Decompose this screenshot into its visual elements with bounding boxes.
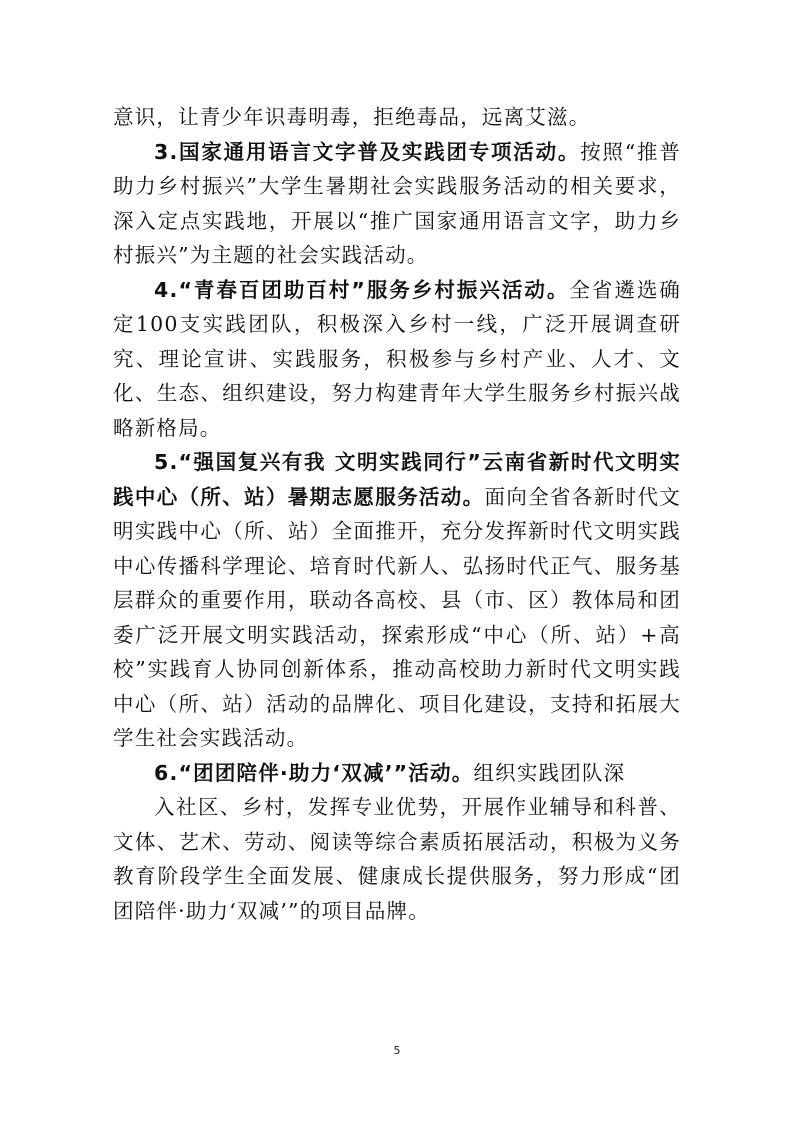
paragraph-body: 全省遴选确定100支实践团队，积极深入乡村一线，广泛开展调查研究、理论宣讲、实践服务，积极参与乡村产业、人才、文化、生态、组织建设，努力构建青年大学生服务乡村振兴战略新格局。 — [113, 277, 682, 440]
paragraph-body: 入社区、乡村，发挥专业优势，开展作业辅导和科普、文体、艺术、劳动、阅读等综合素质拓展活动，积极为义务教育阶段学生全面发展、健康成长提供服务，努力形成“团团陪伴·助力‘双减’”的项目品牌。 — [113, 795, 681, 923]
paragraph-body: 意识，让青少年识毒明毒，拒绝毒品，远离艾滋。 — [113, 105, 591, 129]
paragraph-heading: 6.“团团陪伴·助力‘双减’”活动。 — [154, 760, 474, 785]
paragraph-continuation — [113, 100, 681, 135]
document-body — [113, 100, 681, 928]
paragraph-item-5 — [113, 445, 681, 756]
paragraph-item-6 — [113, 756, 681, 791]
paragraph-heading: 5.“强国复兴有我 文明实践同行”云南省新时代文明实践中心（所、站）暑期志愿服务活动。 — [113, 450, 681, 509]
paragraph-heading: 4.“青春百团助百村”服务乡村振兴活动。 — [154, 277, 570, 302]
paragraph-item-4 — [113, 273, 681, 446]
paragraph-body: 按照“推普助力乡村振兴”大学生暑期社会实践服务活动的相关要求，深入定点实践地，开展以“推广国家通用语言文字，助力乡村振兴”为主题的社会实践活动。 — [113, 139, 681, 267]
paragraph-item-6-continued — [113, 790, 681, 928]
paragraph-heading: 3.国家通用语言文字普及实践团专项活动。 — [154, 139, 581, 164]
paragraph-body: 组织实践团队深 — [473, 760, 626, 785]
paragraph-body: 面向全省各新时代文明实践中心（所、站）全面推开，充分发挥新时代文明实践中心传播科学理论、培育时代新人、弘扬时代正气、服务基层群众的重要作用，联动各高校、县（市、区）教体局和团委广泛开展文明实践活动，探索形成“中心（所、站）+高校”实践育人协同创新体系，推动高校助力新时代文明实践中心（所、站）活动的品牌化、项目化建设，支持和拓展大学生社会实践活动。 — [113, 484, 681, 750]
page-number: 5 — [393, 1044, 401, 1057]
paragraph-item-3 — [113, 135, 681, 273]
